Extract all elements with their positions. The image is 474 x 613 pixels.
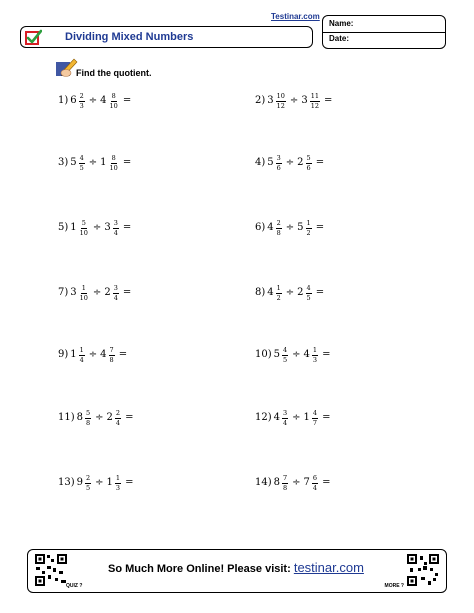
problem-number: 6) (255, 222, 266, 233)
whole-a: 4 (267, 222, 274, 233)
quiz-qr-code-icon[interactable] (34, 553, 68, 587)
numerator: 1 (306, 219, 311, 227)
fraction-b (113, 285, 119, 301)
numerator: 8 (111, 92, 116, 100)
divide-sign: ÷ (88, 95, 98, 106)
fraction-a (79, 220, 89, 236)
whole-a: 5 (70, 157, 77, 168)
numerator: 10 (276, 92, 285, 100)
date-label: Date: (329, 34, 350, 43)
name-label: Name: (329, 19, 354, 28)
equals-sign: = (122, 222, 132, 233)
fraction-a (276, 155, 282, 171)
problem-number: 12) (255, 412, 272, 423)
denominator: 4 (115, 418, 121, 427)
divide-sign: ÷ (92, 287, 102, 298)
numerator: 4 (312, 409, 318, 417)
worksheet-title: Dividing Mixed Numbers (65, 31, 194, 43)
info-divider (323, 32, 445, 33)
fraction-b (109, 155, 119, 171)
equals-sign: = (122, 287, 132, 298)
numerator: 2 (276, 219, 281, 227)
equals-sign: = (125, 412, 134, 423)
problem-9 (58, 347, 127, 363)
problem-6 (255, 220, 324, 236)
fraction-b (310, 93, 320, 109)
fraction-b (306, 285, 312, 301)
divide-sign: ÷ (292, 412, 301, 423)
problem-14 (255, 475, 330, 491)
denominator: 7 (312, 418, 318, 427)
divide-sign: ÷ (285, 222, 295, 233)
denominator: 10 (109, 101, 118, 110)
equals-sign: = (322, 412, 331, 423)
problem-number: 5) (58, 222, 69, 233)
name-date-box (322, 15, 446, 49)
denominator: 4 (312, 483, 318, 492)
whole-b: 1 (303, 412, 310, 423)
divide-sign: ÷ (95, 412, 104, 423)
fraction-a (85, 410, 91, 426)
problem-3 (58, 155, 131, 171)
denominator: 3 (115, 483, 121, 492)
numerator: 1 (276, 284, 281, 292)
divide-sign: ÷ (292, 477, 301, 488)
problem-11 (58, 410, 133, 426)
problem-number: 1) (58, 95, 69, 106)
problem-number: 13) (58, 477, 75, 488)
problem-number: 10) (255, 349, 272, 360)
instructions-text: Find the quotient. (76, 68, 152, 78)
equals-sign: = (322, 477, 331, 488)
denominator: 3 (79, 101, 84, 110)
divide-sign: ÷ (95, 477, 104, 488)
fraction-a (276, 285, 282, 301)
denominator: 8 (276, 228, 281, 237)
denominator: 5 (79, 163, 84, 172)
whole-a: 6 (70, 95, 77, 106)
whole-a: 5 (273, 349, 281, 360)
whole-a: 4 (267, 287, 274, 298)
denominator: 4 (113, 228, 118, 237)
problem-2 (255, 93, 332, 109)
problem-7 (58, 285, 131, 301)
whole-b: 2 (104, 287, 111, 298)
denominator: 10 (109, 163, 118, 172)
whole-a: 8 (273, 477, 281, 488)
whole-b: 4 (100, 349, 107, 360)
numerator: 1 (79, 346, 84, 354)
equals-sign: = (122, 95, 132, 106)
equals-sign: = (315, 222, 325, 233)
divide-sign: ÷ (292, 349, 301, 360)
denominator: 6 (306, 163, 311, 172)
numerator: 11 (310, 92, 319, 100)
whole-a: 8 (76, 412, 84, 423)
denominator: 12 (276, 101, 285, 110)
divide-sign: ÷ (289, 95, 299, 106)
problem-1 (58, 93, 131, 109)
denominator: 4 (283, 418, 288, 427)
whole-b: 2 (297, 157, 304, 168)
numerator: 7 (283, 474, 288, 482)
numerator: 7 (109, 346, 114, 354)
numerator: 5 (86, 409, 91, 417)
denominator: 8 (86, 418, 91, 427)
fraction-b (115, 475, 121, 491)
whole-b: 3 (104, 222, 111, 233)
fraction-a (79, 347, 85, 363)
divide-sign: ÷ (285, 287, 295, 298)
equals-sign: = (323, 95, 333, 106)
problem-13 (58, 475, 133, 491)
denominator: 5 (283, 355, 288, 364)
divide-sign: ÷ (92, 222, 102, 233)
numerator: 4 (306, 284, 311, 292)
numerator: 3 (113, 284, 118, 292)
numerator: 2 (86, 474, 91, 482)
numerator: 2 (115, 409, 121, 417)
numerator: 6 (312, 474, 318, 482)
whole-b: 1 (100, 157, 107, 168)
denominator: 5 (306, 293, 311, 302)
denominator: 10 (79, 228, 88, 237)
divide-sign: ÷ (285, 157, 295, 168)
problem-4 (255, 155, 324, 171)
more-qr-code-icon[interactable] (406, 553, 440, 587)
whole-b: 2 (106, 412, 113, 423)
quiz-label: QUIZ ? (66, 583, 83, 589)
whole-b: 4 (100, 95, 107, 106)
numerator: 4 (283, 346, 288, 354)
problem-number: 14) (255, 477, 272, 488)
numerator: 3 (276, 154, 281, 162)
fraction-b (306, 155, 312, 171)
numerator: 3 (283, 409, 288, 417)
problem-8 (255, 285, 324, 301)
problem-number: 8) (255, 287, 266, 298)
problem-5 (58, 220, 131, 236)
fraction-a (282, 475, 288, 491)
fraction-b (109, 93, 119, 109)
equals-sign: = (125, 477, 134, 488)
checkbox-logo-icon (25, 29, 42, 45)
fraction-b (312, 475, 318, 491)
whole-b: 5 (297, 222, 304, 233)
whole-b: 2 (297, 287, 304, 298)
numerator: 1 (312, 346, 318, 354)
fraction-b (312, 410, 318, 426)
denominator: 8 (283, 483, 288, 492)
footer-link[interactable]: testinar.com (293, 560, 364, 575)
denominator: 6 (276, 163, 281, 172)
fraction-a (85, 475, 91, 491)
numerator: 5 (81, 219, 86, 227)
numerator: 1 (81, 284, 86, 292)
whole-a: 4 (273, 412, 281, 423)
whole-a: 9 (76, 477, 84, 488)
whole-a: 3 (267, 95, 274, 106)
whole-b: 4 (303, 349, 310, 360)
fraction-a (282, 410, 288, 426)
brand-link[interactable]: Testinar.com (271, 12, 320, 21)
numerator: 1 (115, 474, 121, 482)
equals-sign: = (322, 349, 331, 360)
fraction-b (113, 220, 119, 236)
whole-b: 3 (301, 95, 308, 106)
more-label: MORE ? (384, 583, 404, 589)
equals-sign: = (315, 157, 325, 168)
fraction-a (276, 93, 286, 109)
whole-b: 1 (106, 477, 113, 488)
whole-a: 5 (267, 157, 274, 168)
footer-message (108, 560, 364, 575)
denominator: 8 (109, 355, 114, 364)
denominator: 3 (312, 355, 318, 364)
whole-b: 7 (303, 477, 310, 488)
fraction-a (276, 220, 282, 236)
whole-a: 3 (70, 287, 77, 298)
fraction-a (79, 93, 85, 109)
denominator: 10 (79, 293, 88, 302)
divide-sign: ÷ (88, 157, 98, 168)
denominator: 2 (276, 293, 281, 302)
whole-a: 1 (70, 222, 77, 233)
fraction-a (79, 155, 85, 171)
denominator: 12 (310, 101, 319, 110)
fraction-b (115, 410, 121, 426)
denominator: 5 (86, 483, 91, 492)
problem-number: 9) (58, 349, 69, 360)
fraction-a (79, 285, 89, 301)
problem-10 (255, 347, 330, 363)
equals-sign: = (122, 157, 132, 168)
divide-sign: ÷ (88, 349, 98, 360)
fraction-a (282, 347, 288, 363)
equals-sign: = (118, 349, 128, 360)
footer-text: So Much More Online! Please visit: (108, 563, 291, 575)
problem-number: 11) (58, 412, 75, 423)
footer-box (27, 549, 447, 593)
fraction-b (306, 220, 312, 236)
denominator: 2 (306, 228, 311, 237)
numerator: 4 (79, 154, 84, 162)
numerator: 5 (306, 154, 311, 162)
denominator: 4 (113, 293, 118, 302)
problem-number: 7) (58, 287, 69, 298)
problem-number: 3) (58, 157, 69, 168)
numerator: 8 (111, 154, 116, 162)
title-box (20, 26, 313, 48)
numerator: 2 (79, 92, 84, 100)
fraction-b (109, 347, 115, 363)
pencil-hand-icon (56, 56, 78, 78)
whole-a: 1 (70, 349, 77, 360)
fraction-b (312, 347, 318, 363)
denominator: 4 (79, 355, 84, 364)
problem-12 (255, 410, 330, 426)
problem-number: 4) (255, 157, 266, 168)
numerator: 3 (113, 219, 118, 227)
problem-number: 2) (255, 95, 266, 106)
equals-sign: = (315, 287, 325, 298)
